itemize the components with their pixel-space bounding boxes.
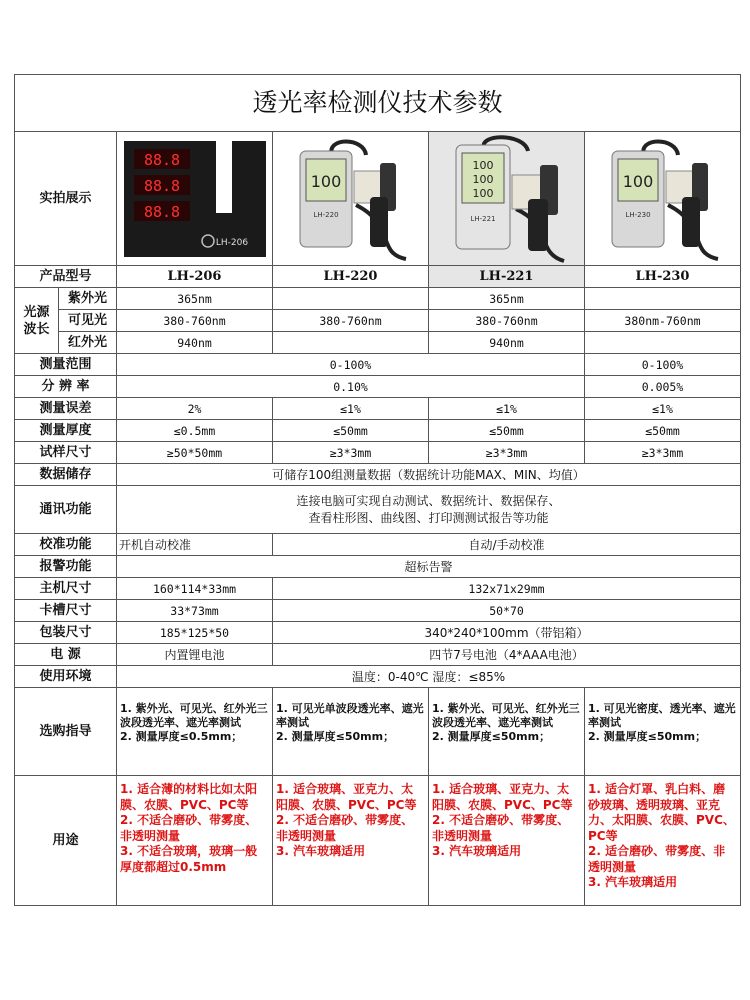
vis-lh230: 380nm-760nm: [585, 310, 741, 332]
slot-size-lh206: 33*73mm: [117, 600, 273, 622]
model-label: 产品型号: [15, 266, 117, 288]
error-lh221: ≤1%: [429, 398, 585, 420]
lh206-brand: LH-206: [215, 237, 248, 248]
uv-lh221: 365nm: [429, 288, 585, 310]
power-label: 电 源: [15, 644, 117, 666]
guide-lh230-line-1: 1. 可见光密度、透光率、遮光率测试: [588, 702, 736, 729]
lh221-screen-2: 100: [472, 172, 493, 186]
range-lh206-221: 0-100%: [117, 354, 585, 376]
sample-lh206: ≥50*50mm: [117, 442, 273, 464]
env-label: 使用环境: [15, 666, 117, 688]
uv-lh206: 365nm: [117, 288, 273, 310]
guide-lh220-line-2: 2. 测量厚度≤50mm；: [276, 730, 395, 743]
calibration-label: 校准功能: [15, 534, 117, 556]
env-value: 温度：0-40℃ 湿度：≤85%: [117, 666, 741, 688]
guide-lh206-line-1: 1. 紫外光、可见光、红外光三波段透光率、遮光率测试: [120, 702, 268, 729]
model-lh230: LH-230: [585, 266, 741, 288]
lh230-screen: 100: [622, 171, 653, 191]
guide-label: 选购指导: [15, 688, 117, 776]
vis-lh206: 380-760nm: [117, 310, 273, 332]
thickness-lh220: ≤50mm: [273, 420, 429, 442]
device-lh230-image: [588, 135, 738, 263]
error-lh230: ≤1%: [585, 398, 741, 420]
thickness-lh230: ≤50mm: [585, 420, 741, 442]
slot-size-others: 50*70: [273, 600, 741, 622]
comm-line-2: 查看柱形图、曲线图、打印测测试报告等功能: [308, 510, 549, 525]
comm-line-1: 连接电脑可实现自动测试、数据统计、数据保存、: [296, 493, 561, 508]
lh206-display-2: 88.8: [143, 176, 180, 195]
slot-size-label: 卡槽尺寸: [15, 600, 117, 622]
power-others: 四节7号电池（4*AAA电池）: [273, 644, 741, 666]
photo-lh230: [585, 132, 741, 266]
host-size-others: 132x71x29mm: [273, 578, 741, 600]
use-lh220: [273, 776, 429, 906]
use-lh220-line-2: 2. 不适合磨砂、带雾度、非透明测量: [276, 813, 414, 843]
lh230-model: LH-230: [624, 210, 651, 219]
uv-lh230: [585, 288, 741, 310]
comm-value: [117, 486, 741, 534]
lh220-model: LH-220: [312, 210, 339, 219]
device-lh221-image: [432, 135, 582, 263]
device-lh206-image: [120, 135, 270, 263]
ir-lh220: [273, 332, 429, 354]
use-lh230-line-3: 3. 汽车玻璃适用: [588, 875, 678, 889]
spec-table: [14, 74, 741, 906]
thickness-lh221: ≤50mm: [429, 420, 585, 442]
range-lh230: 0-100%: [585, 354, 741, 376]
ir-label: 红外光: [59, 332, 117, 354]
power-lh206: 内置锂电池: [117, 644, 273, 666]
use-lh221-line-1: 1. 适合玻璃、亚克力、太阳膜、农膜、PVC、PC等: [432, 782, 573, 812]
photo-label: 实拍展示: [15, 132, 117, 266]
ir-lh230: [585, 332, 741, 354]
guide-lh206-line-2: 2. 测量厚度≤0.5mm；: [120, 730, 243, 743]
error-label: 测量误差: [15, 398, 117, 420]
ir-lh221: 940nm: [429, 332, 585, 354]
sample-lh230: ≥3*3mm: [585, 442, 741, 464]
use-lh230: [585, 776, 741, 906]
host-size-lh206: 160*114*33mm: [117, 578, 273, 600]
guide-lh220-line-1: 1. 可见光单波段透光率、遮光率测试: [276, 702, 424, 729]
guide-lh206: [117, 688, 273, 776]
sample-label: 试样尺寸: [15, 442, 117, 464]
guide-lh230-line-2: 2. 测量厚度≤50mm；: [588, 730, 707, 743]
use-label: 用途: [15, 776, 117, 906]
lh221-model: LH-221: [469, 214, 496, 223]
thickness-lh206: ≤0.5mm: [117, 420, 273, 442]
package-others: 340*240*100mm（带铝箱）: [273, 622, 741, 644]
guide-lh221-line-1: 1. 紫外光、可见光、红外光三波段透光率、遮光率测试: [432, 702, 580, 729]
comm-label: 通讯功能: [15, 486, 117, 534]
storage-label: 数据储存: [15, 464, 117, 486]
use-lh230-line-2: 2. 适合磨砂、带雾度、非透明测量: [588, 844, 726, 874]
resolution-label: 分 辨 率: [15, 376, 117, 398]
lh221-screen-3: 100: [472, 186, 493, 200]
use-lh206-line-1: 1. 适合薄的材料比如太阳膜、农膜、PVC、PC等: [120, 782, 258, 812]
page-title: 透光率检测仪技术参数: [15, 75, 741, 132]
calibration-others: 自动/手动校准: [273, 534, 741, 556]
uv-lh220: [273, 288, 429, 310]
photo-lh206: [117, 132, 273, 266]
lh221-screen-1: 100: [472, 158, 493, 172]
sample-lh221: ≥3*3mm: [429, 442, 585, 464]
guide-lh220: [273, 688, 429, 776]
vis-label: 可见光: [59, 310, 117, 332]
use-lh221-line-3: 3. 汽车玻璃适用: [432, 844, 522, 858]
model-lh206: LH-206: [117, 266, 273, 288]
host-size-label: 主机尺寸: [15, 578, 117, 600]
use-lh230-line-1: 1. 适合灯罩、乳白料、磨砂玻璃、透明玻璃、亚克力、太阳膜、农膜、PVC、PC等: [588, 782, 735, 843]
ir-lh206: 940nm: [117, 332, 273, 354]
photo-lh221: [429, 132, 585, 266]
use-lh206-line-3: 3. 不适合玻璃，玻璃一般厚度都超过0.5mm: [120, 844, 258, 874]
use-lh206-line-2: 2. 不适合磨砂、带雾度、非透明测量: [120, 813, 258, 843]
guide-lh230: [585, 688, 741, 776]
thickness-label: 测量厚度: [15, 420, 117, 442]
sample-lh220: ≥3*3mm: [273, 442, 429, 464]
calibration-lh206: 开机自动校准: [117, 534, 273, 556]
error-lh220: ≤1%: [273, 398, 429, 420]
alarm-label: 报警功能: [15, 556, 117, 578]
storage-value: 可储存100组测量数据（数据统计功能MAX、MIN、均值）: [117, 464, 741, 486]
guide-lh221: [429, 688, 585, 776]
model-lh221: LH-221: [429, 266, 585, 288]
wavelength-label: 光源波长: [15, 288, 59, 354]
use-lh220-line-1: 1. 适合玻璃、亚克力、太阳膜、农膜、PVC、PC等: [276, 782, 417, 812]
model-lh220: LH-220: [273, 266, 429, 288]
lh206-display-3: 88.8: [143, 202, 180, 221]
error-lh206: 2%: [117, 398, 273, 420]
use-lh220-line-3: 3. 汽车玻璃适用: [276, 844, 366, 858]
package-label: 包装尺寸: [15, 622, 117, 644]
guide-lh221-line-2: 2. 测量厚度≤50mm；: [432, 730, 551, 743]
use-lh221-line-2: 2. 不适合磨砂、带雾度、非透明测量: [432, 813, 570, 843]
device-lh220-image: [276, 135, 426, 263]
vis-lh220: 380-760nm: [273, 310, 429, 332]
resolution-lh206-221: 0.10%: [117, 376, 585, 398]
lh220-screen: 100: [310, 171, 341, 191]
uv-label: 紫外光: [59, 288, 117, 310]
resolution-lh230: 0.005%: [585, 376, 741, 398]
photo-lh220: [273, 132, 429, 266]
lh206-display-1: 88.8: [143, 150, 180, 169]
use-lh206: [117, 776, 273, 906]
range-label: 测量范围: [15, 354, 117, 376]
use-lh221: [429, 776, 585, 906]
package-lh206: 185*125*50: [117, 622, 273, 644]
vis-lh221: 380-760nm: [429, 310, 585, 332]
alarm-value: 超标告警: [117, 556, 741, 578]
